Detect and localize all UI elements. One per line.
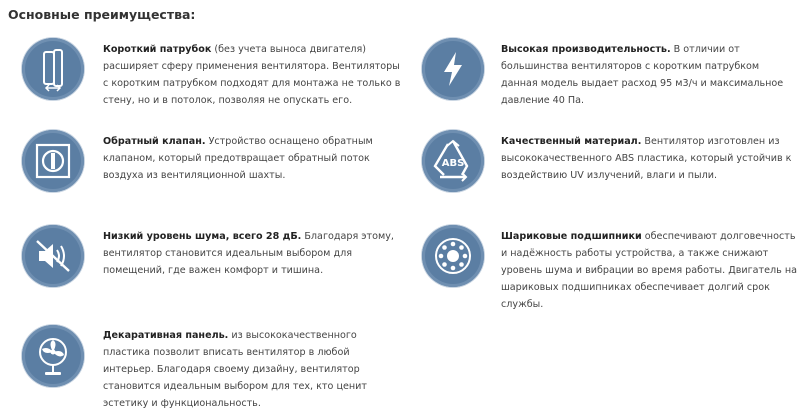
lightning-icon — [422, 38, 484, 100]
check-valve-icon — [22, 130, 84, 192]
short-pipe-icon — [22, 38, 84, 100]
section-heading: Основные преимущества: — [8, 7, 196, 22]
feature-title: Обратный клапан. — [103, 136, 206, 147]
feature-text — [103, 327, 403, 412]
feature-text — [501, 41, 797, 109]
fan-icon — [22, 325, 84, 387]
feature-title: Шариковые подшипники — [501, 231, 642, 242]
ball-bearing-icon — [422, 225, 484, 287]
feature-description: Вентилятор изготовлен из высококачественного ABS пластика, который устойчив к воздействию UV излучений, влаги и пыли. — [501, 136, 792, 181]
feature-text — [103, 228, 403, 279]
feature-text — [103, 41, 403, 109]
feature-title: Короткий патрубок — [103, 44, 212, 55]
feature-description: Благодаря этому, вентилятор становится идеальным выбором для помещений, где важен комфорт и тишина. — [103, 231, 394, 276]
feature-text — [103, 133, 403, 184]
low-noise-icon — [22, 225, 84, 287]
feature-description: обеспечивают долговечность и надёжность работы устройства, а также снижают уровень шума и вибрации во время работы. Двигатель на шариковых подшипниках обеспечивает долгий срок службы. — [501, 231, 797, 310]
feature-text — [501, 133, 797, 184]
feature-title: Высокая производительность. — [501, 44, 671, 55]
feature-text — [501, 228, 797, 313]
feature-title: Декаративная панель. — [103, 330, 229, 341]
feature-description: В отличии от большинства вентиляторов с коротким патрубком данная модель выдает расход 95 м3/ч и максимальное давление 40 Па. — [501, 44, 784, 106]
feature-title: Низкий уровень шума, всего 28 дБ. — [103, 231, 302, 242]
feature-description: (без учета выноса двигателя) расширяет сферу применения вентилятора. Вентиляторы с коротким патрубком подходят для монтажа не только в стену, но и в потолок, позволяя не опускать его. — [103, 44, 401, 106]
feature-description: Устройство оснащено обратным клапаном, который предотвращает обратный поток воздуха из вентиляционной шахты. — [103, 136, 373, 181]
abs-recycle-icon — [422, 130, 484, 192]
feature-title: Качественный материал. — [501, 136, 642, 147]
svg-text:ABS: ABS — [441, 158, 465, 169]
feature-description: из высококачественного пластика позволит вписать вентилятор в любой интерьер. Благодаря своему дизайну, вентилятор становится идеальным выбором для тех, кто ценит эстетику и функциональность. — [103, 330, 367, 409]
